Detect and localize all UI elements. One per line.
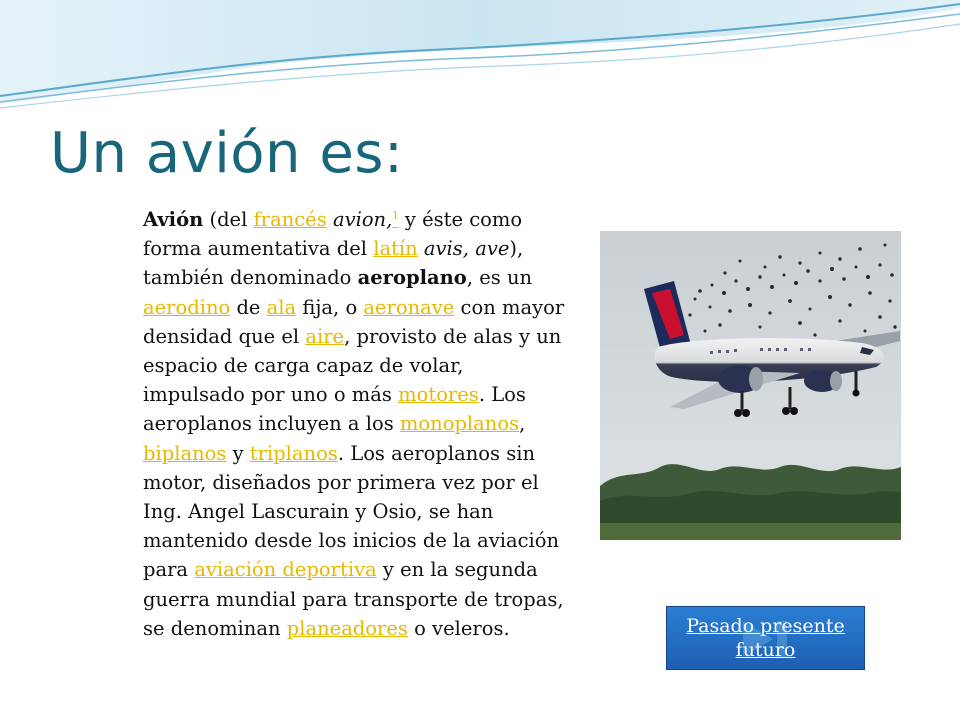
link-latín[interactable]: latín <box>373 237 418 261</box>
slide-title: Un avión es: <box>50 121 404 186</box>
text-segment: aeroplano <box>357 266 467 290</box>
link-aerodino[interactable]: aerodino <box>143 295 231 319</box>
text-segment: avis, ave <box>423 237 510 261</box>
text-segment: de <box>230 295 267 319</box>
pasado-presente-futuro-button[interactable] <box>666 606 865 670</box>
text-segment: y en la segunda guerra mundial para transporte de tropas, se denominan <box>143 558 564 640</box>
text-segment: y <box>226 441 250 465</box>
text-segment: ), también denominado <box>143 237 524 290</box>
link-motores[interactable]: motores <box>398 383 479 407</box>
link-1[interactable]: 1 <box>392 210 399 222</box>
link-monoplanos[interactable]: monoplanos <box>399 412 520 436</box>
text-segment: . Los aeroplanos incluyen a los <box>143 383 526 436</box>
text-segment: con mayor densidad que el <box>143 295 565 348</box>
link-triplanos[interactable]: triplanos <box>249 441 338 465</box>
header-wave-decoration <box>0 0 960 120</box>
link-aire[interactable]: aire <box>305 324 345 348</box>
link-aviación-deportiva[interactable]: aviación deportiva <box>194 558 377 582</box>
text-segment: , provisto de alas y un espacio de carga capaz de volar, impulsado por uno o más <box>143 324 562 407</box>
text-segment: y éste como forma aumentativa del <box>143 208 523 261</box>
link-planeadores[interactable]: planeadores <box>286 616 408 640</box>
text-segment: fija, o <box>296 295 364 319</box>
text-segment: . Los aeroplanos sin motor, diseñados por primera vez por el Ing. Angel Lascurain y Osio, se han mantenido desde los inicios de la aviación para <box>143 441 560 582</box>
text-segment: , <box>519 412 526 436</box>
link-biplanos[interactable]: biplanos <box>143 441 227 465</box>
nav-button-label: Pasado presente futuro <box>686 615 845 661</box>
body-paragraph <box>143 205 568 643</box>
text-segment: avion, <box>332 208 393 231</box>
link-aeronave[interactable]: aeronave <box>363 295 455 319</box>
airplane-birds-photo <box>600 231 901 540</box>
text-segment: (del <box>203 208 254 231</box>
text-segment: o veleros. <box>407 616 510 640</box>
link-francés[interactable]: francés <box>253 208 327 231</box>
text-segment: Avión <box>143 208 204 231</box>
text-segment: , es un <box>466 266 533 290</box>
link-ala[interactable]: ala <box>266 295 297 319</box>
